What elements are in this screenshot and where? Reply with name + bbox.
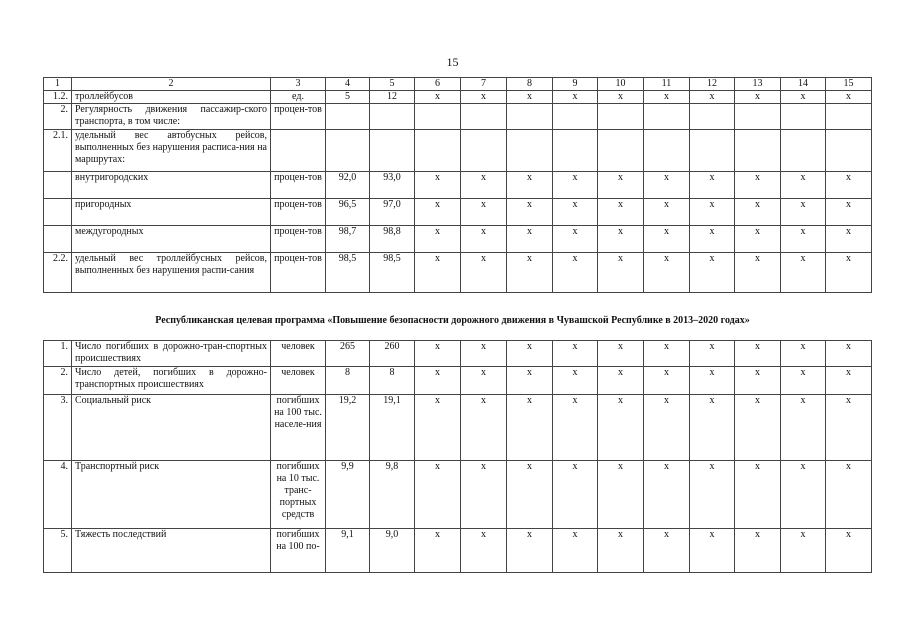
row-number: 2.2.: [44, 253, 72, 293]
unit-cell: погибших на 100 тыс. населе-ния: [271, 395, 326, 461]
indicator-name: Регулярность движения пассажир-ского транспорта, в том числе:: [72, 104, 271, 130]
value-cell: 260: [370, 341, 415, 367]
section-title: Республиканская целевая программа «Повышение безопасности дорожного движения в Чувашской Республике в 2013–2020 годах»: [155, 315, 750, 326]
filler-cell: x: [826, 461, 872, 529]
header-cell: 10: [598, 78, 644, 91]
filler-cell: x: [690, 226, 735, 253]
filler-cell: [690, 130, 735, 172]
value-cell: [370, 130, 415, 172]
value-cell: 12: [370, 91, 415, 104]
filler-cell: x: [826, 253, 872, 293]
table-row: [44, 104, 872, 130]
indicator-name: междугородных: [72, 226, 271, 253]
row-number: 3.: [44, 395, 72, 461]
value-cell: 98,5: [370, 253, 415, 293]
filler-cell: x: [781, 172, 826, 199]
filler-cell: x: [507, 226, 553, 253]
filler-cell: [598, 130, 644, 172]
filler-cell: x: [461, 341, 507, 367]
filler-cell: x: [781, 529, 826, 573]
filler-cell: x: [598, 461, 644, 529]
filler-cell: x: [826, 91, 872, 104]
table-row: [44, 341, 872, 367]
filler-cell: x: [826, 529, 872, 573]
indicator-name: пригородных: [72, 199, 271, 226]
filler-cell: x: [415, 367, 461, 395]
filler-cell: x: [826, 199, 872, 226]
filler-cell: x: [644, 199, 690, 226]
row-number: 1.2.: [44, 91, 72, 104]
value-cell: [370, 104, 415, 130]
indicators-table-transport: [43, 77, 872, 293]
unit-cell: процен-тов: [271, 226, 326, 253]
header-cell: 11: [644, 78, 690, 91]
unit-cell: погибших на 10 тыс. транс-портных средств: [271, 461, 326, 529]
filler-cell: x: [735, 253, 781, 293]
value-cell: 8: [370, 367, 415, 395]
indicator-name: Тяжесть последствий: [72, 529, 271, 573]
value-cell: 9,8: [370, 461, 415, 529]
filler-cell: x: [781, 91, 826, 104]
table-row: [44, 461, 872, 529]
filler-cell: x: [826, 367, 872, 395]
filler-cell: x: [507, 172, 553, 199]
indicator-name: Число детей, погибших в дорожно-транспортных происшествиях: [72, 367, 271, 395]
filler-cell: x: [461, 367, 507, 395]
filler-cell: x: [461, 226, 507, 253]
indicator-name: удельный вес автобусных рейсов, выполненных без нарушения расписа-ния на маршрутах:: [72, 130, 271, 172]
filler-cell: [735, 104, 781, 130]
filler-cell: x: [507, 529, 553, 573]
filler-cell: [553, 104, 598, 130]
indicator-name: удельный вес троллейбусных рейсов, выполненных без нарушения распи-сания: [72, 253, 271, 293]
unit-cell: процен-тов: [271, 104, 326, 130]
filler-cell: x: [781, 461, 826, 529]
indicator-name: внутригородских: [72, 172, 271, 199]
filler-cell: x: [598, 199, 644, 226]
filler-cell: x: [690, 367, 735, 395]
page-number: 15: [446, 55, 459, 69]
indicator-name: Социальный риск: [72, 395, 271, 461]
unit-cell: погибших на 100 по-: [271, 529, 326, 573]
filler-cell: x: [553, 226, 598, 253]
row-number: 5.: [44, 529, 72, 573]
filler-cell: x: [553, 91, 598, 104]
header-cell: 5: [370, 78, 415, 91]
filler-cell: x: [553, 172, 598, 199]
filler-cell: x: [461, 395, 507, 461]
filler-cell: x: [781, 226, 826, 253]
filler-cell: x: [461, 253, 507, 293]
unit-cell: ед.: [271, 91, 326, 104]
unit-cell: [271, 130, 326, 172]
filler-cell: x: [690, 253, 735, 293]
unit-cell: человек: [271, 341, 326, 367]
value-cell: [326, 130, 370, 172]
filler-cell: x: [690, 461, 735, 529]
header-row: [44, 78, 872, 91]
filler-cell: [507, 130, 553, 172]
filler-cell: x: [735, 529, 781, 573]
value-cell: 97,0: [370, 199, 415, 226]
row-number: 2.: [44, 104, 72, 130]
filler-cell: x: [826, 341, 872, 367]
filler-cell: x: [553, 461, 598, 529]
filler-cell: [415, 130, 461, 172]
table-row: [44, 529, 872, 573]
filler-cell: x: [461, 172, 507, 199]
filler-cell: x: [644, 529, 690, 573]
filler-cell: x: [553, 199, 598, 226]
filler-cell: x: [461, 199, 507, 226]
header-cell: 3: [271, 78, 326, 91]
filler-cell: [461, 130, 507, 172]
filler-cell: x: [598, 91, 644, 104]
filler-cell: x: [735, 199, 781, 226]
value-cell: 9,0: [370, 529, 415, 573]
header-cell: 4: [326, 78, 370, 91]
filler-cell: [826, 104, 872, 130]
filler-cell: x: [690, 341, 735, 367]
value-cell: 98,5: [326, 253, 370, 293]
filler-cell: x: [507, 395, 553, 461]
unit-cell: процен-тов: [271, 253, 326, 293]
filler-cell: [781, 104, 826, 130]
filler-cell: x: [598, 226, 644, 253]
header-cell: 13: [735, 78, 781, 91]
indicators-table-road-safety: [43, 340, 872, 573]
table-row: [44, 91, 872, 104]
filler-cell: [735, 130, 781, 172]
filler-cell: x: [415, 253, 461, 293]
value-cell: 96,5: [326, 199, 370, 226]
unit-cell: процен-тов: [271, 199, 326, 226]
filler-cell: x: [415, 172, 461, 199]
filler-cell: x: [415, 461, 461, 529]
filler-cell: x: [598, 395, 644, 461]
filler-cell: x: [598, 253, 644, 293]
filler-cell: x: [735, 367, 781, 395]
unit-cell: процен-тов: [271, 172, 326, 199]
filler-cell: x: [553, 341, 598, 367]
filler-cell: [781, 130, 826, 172]
filler-cell: [598, 104, 644, 130]
filler-cell: x: [781, 253, 826, 293]
filler-cell: x: [690, 529, 735, 573]
row-number: [44, 226, 72, 253]
header-cell: 6: [415, 78, 461, 91]
value-cell: 9,1: [326, 529, 370, 573]
header-cell: 7: [461, 78, 507, 91]
row-number: [44, 199, 72, 226]
filler-cell: [507, 104, 553, 130]
filler-cell: x: [598, 341, 644, 367]
filler-cell: x: [644, 395, 690, 461]
header-cell: 15: [826, 78, 872, 91]
filler-cell: x: [644, 341, 690, 367]
filler-cell: [461, 104, 507, 130]
filler-cell: x: [644, 226, 690, 253]
header-cell: 14: [781, 78, 826, 91]
filler-cell: x: [735, 341, 781, 367]
indicator-name: троллейбусов: [72, 91, 271, 104]
filler-cell: x: [735, 461, 781, 529]
row-number: 1.: [44, 341, 72, 367]
table-row: [44, 199, 872, 226]
filler-cell: x: [735, 172, 781, 199]
filler-cell: x: [507, 253, 553, 293]
filler-cell: x: [781, 341, 826, 367]
filler-cell: x: [461, 529, 507, 573]
filler-cell: x: [553, 253, 598, 293]
filler-cell: x: [553, 529, 598, 573]
filler-cell: x: [690, 199, 735, 226]
header-cell: 8: [507, 78, 553, 91]
filler-cell: x: [644, 172, 690, 199]
value-cell: 19,1: [370, 395, 415, 461]
filler-cell: x: [553, 367, 598, 395]
filler-cell: x: [826, 395, 872, 461]
filler-cell: x: [415, 529, 461, 573]
header-cell: 9: [553, 78, 598, 91]
filler-cell: x: [507, 91, 553, 104]
filler-cell: x: [781, 367, 826, 395]
filler-cell: x: [644, 253, 690, 293]
filler-cell: x: [598, 529, 644, 573]
table-row: [44, 130, 872, 172]
filler-cell: x: [507, 199, 553, 226]
filler-cell: x: [415, 226, 461, 253]
filler-cell: x: [415, 91, 461, 104]
table-row: [44, 172, 872, 199]
filler-cell: [415, 104, 461, 130]
filler-cell: x: [644, 91, 690, 104]
indicator-name: Транспортный риск: [72, 461, 271, 529]
row-number: 2.1.: [44, 130, 72, 172]
value-cell: [326, 104, 370, 130]
value-cell: 93,0: [370, 172, 415, 199]
row-number: 2.: [44, 367, 72, 395]
value-cell: 98,7: [326, 226, 370, 253]
filler-cell: x: [644, 461, 690, 529]
filler-cell: x: [507, 461, 553, 529]
value-cell: 98,8: [370, 226, 415, 253]
row-number: [44, 172, 72, 199]
header-cell: 12: [690, 78, 735, 91]
row-number: 4.: [44, 461, 72, 529]
filler-cell: [644, 130, 690, 172]
value-cell: 265: [326, 341, 370, 367]
filler-cell: x: [735, 226, 781, 253]
filler-cell: x: [415, 395, 461, 461]
unit-cell: человек: [271, 367, 326, 395]
filler-cell: x: [461, 461, 507, 529]
header-cell: 1: [44, 78, 72, 91]
table-row: [44, 253, 872, 293]
table-row: [44, 367, 872, 395]
filler-cell: x: [826, 226, 872, 253]
filler-cell: x: [461, 91, 507, 104]
filler-cell: x: [598, 172, 644, 199]
indicator-name: Число погибших в дорожно-тран-спортных происшествиях: [72, 341, 271, 367]
table-row: [44, 395, 872, 461]
filler-cell: x: [553, 395, 598, 461]
filler-cell: [553, 130, 598, 172]
value-cell: 19,2: [326, 395, 370, 461]
filler-cell: [826, 130, 872, 172]
filler-cell: [690, 104, 735, 130]
filler-cell: x: [415, 341, 461, 367]
value-cell: 5: [326, 91, 370, 104]
filler-cell: x: [735, 91, 781, 104]
filler-cell: x: [690, 172, 735, 199]
header-cell: 2: [72, 78, 271, 91]
filler-cell: x: [507, 367, 553, 395]
filler-cell: x: [781, 199, 826, 226]
filler-cell: x: [415, 199, 461, 226]
filler-cell: x: [735, 395, 781, 461]
value-cell: 92,0: [326, 172, 370, 199]
value-cell: 9,9: [326, 461, 370, 529]
filler-cell: [644, 104, 690, 130]
filler-cell: x: [690, 395, 735, 461]
filler-cell: x: [598, 367, 644, 395]
value-cell: 8: [326, 367, 370, 395]
filler-cell: x: [690, 91, 735, 104]
filler-cell: x: [781, 395, 826, 461]
filler-cell: x: [826, 172, 872, 199]
filler-cell: x: [644, 367, 690, 395]
filler-cell: x: [507, 341, 553, 367]
table-row: [44, 226, 872, 253]
